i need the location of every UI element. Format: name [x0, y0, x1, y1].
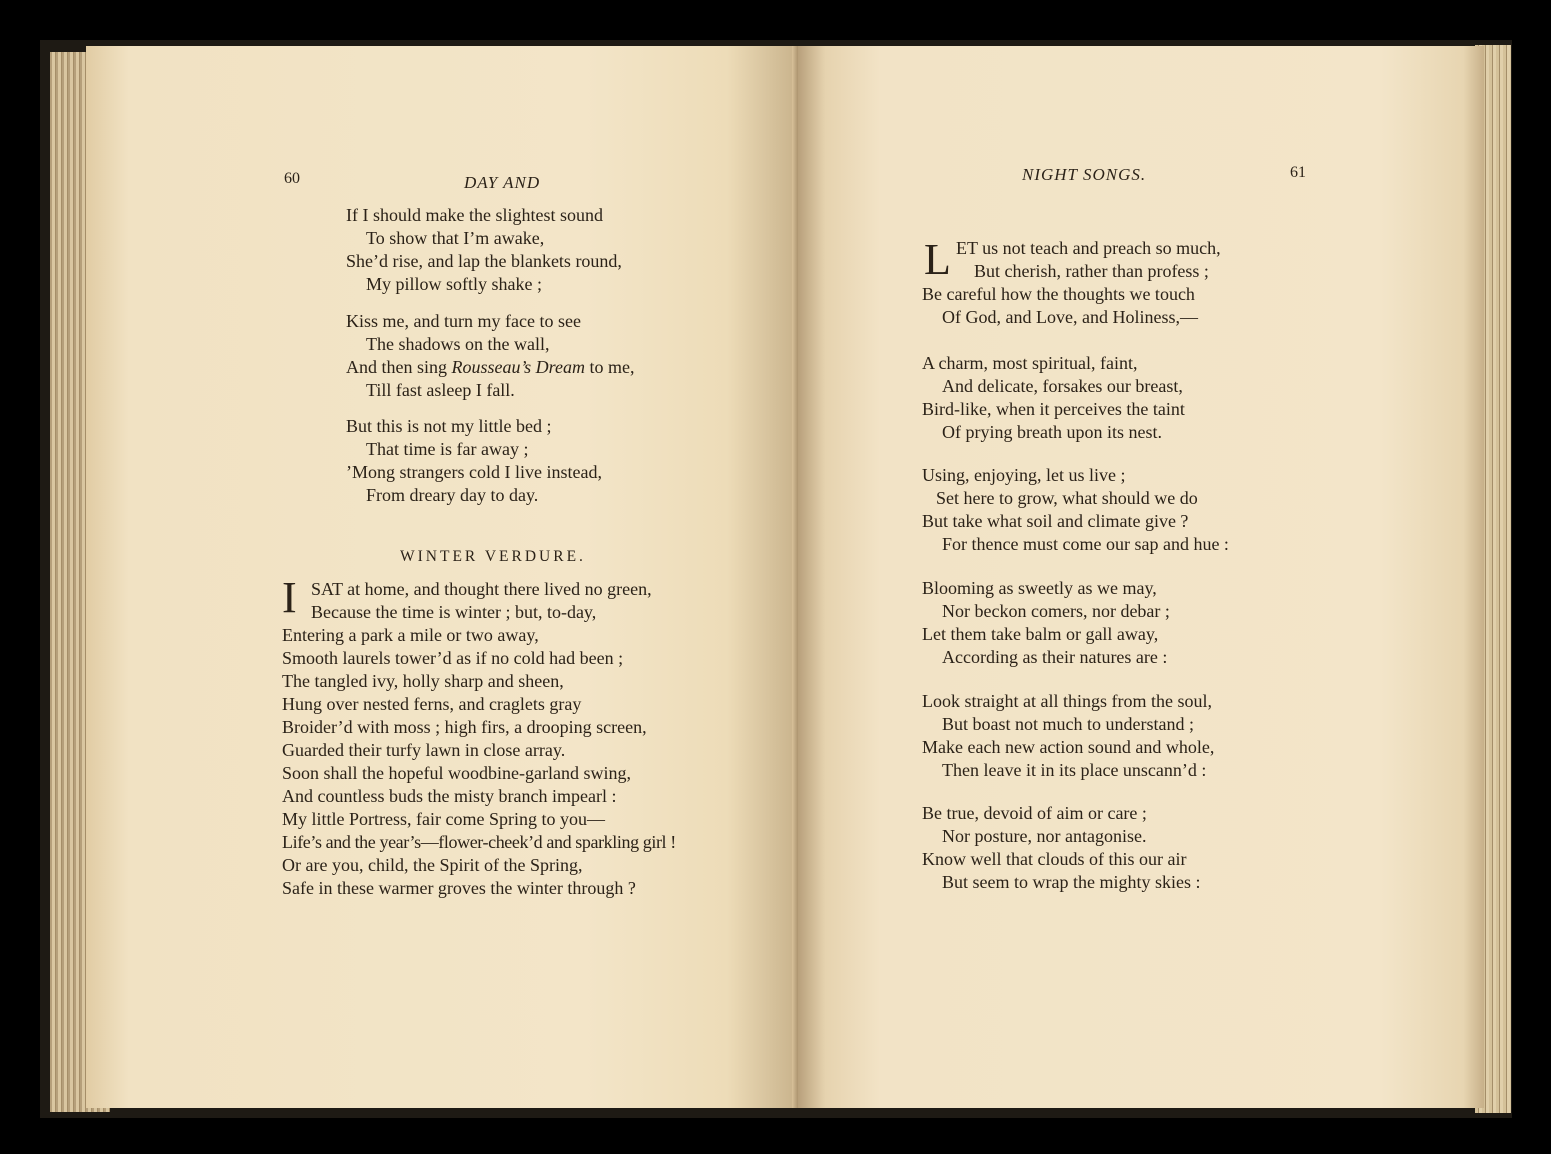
right-page-number: 61 — [1290, 164, 1306, 181]
verse-line: My pillow softly shake ; — [366, 274, 542, 294]
verse-line: Set here to grow, what should we do — [936, 488, 1198, 508]
italic-title: Rousseau’s Dream — [451, 357, 585, 377]
verse-line: Let them take balm or gall away, — [922, 624, 1159, 644]
verse-line: She’d rise, and lap the blankets round, — [346, 251, 622, 271]
verse-line: But take what soil and climate give ? — [922, 511, 1189, 531]
left-stanza-2 — [346, 310, 635, 402]
left-page-number: 60 — [284, 170, 300, 187]
verse-line: Because the time is winter ; but, to-day, — [311, 602, 597, 622]
verse-line: Or are you, child, the Spirit of the Spring, — [282, 855, 583, 875]
verse-line: The tangled ivy, holly sharp and sheen, — [282, 671, 564, 691]
verse-line: That time is far away ; — [366, 439, 529, 459]
right-stanza-4 — [922, 577, 1170, 669]
drop-cap: L — [924, 235, 951, 284]
verse-line: Of prying breath upon its nest. — [942, 422, 1162, 442]
verse-line: Till fast asleep I fall. — [366, 380, 515, 400]
verse-line: Soon shall the hopeful woodbine-garland swing, — [282, 763, 631, 783]
verse-text: to me, — [589, 357, 635, 377]
poem-title: WINTER VERDURE. — [400, 548, 586, 565]
left-running-head: DAY AND — [464, 173, 541, 192]
winter-verdure-poem — [282, 573, 676, 900]
verse-line: The shadows on the wall, — [366, 334, 550, 354]
verse-line: Then leave it in its place unscann’d : — [942, 760, 1207, 780]
verse-line: Look straight at all things from the soul, — [922, 691, 1212, 711]
verse-line: But cherish, rather than profess ; — [974, 261, 1209, 281]
right-stanza-5 — [922, 690, 1214, 782]
verse-line: Entering a park a mile or two away, — [282, 625, 539, 645]
left-stanza-1 — [346, 204, 622, 296]
right-stanza-3 — [922, 464, 1229, 556]
verse-line: Blooming as sweetly as we may, — [922, 578, 1157, 598]
verse-line: A charm, most spiritual, faint, — [922, 353, 1138, 373]
verse-line: ’Mong strangers cold I live instead, — [346, 462, 602, 482]
verse-line: And countless buds the misty branch impearl : — [282, 786, 617, 806]
verse-text: And then sing — [346, 357, 447, 377]
right-running-head: NIGHT SONGS. — [1022, 165, 1147, 184]
verse-line: Kiss me, and turn my face to see — [346, 311, 581, 331]
verse-line: SAT at home, and thought there lived no green, — [311, 579, 652, 599]
right-stanza-2 — [922, 352, 1185, 444]
verse-line: Be true, devoid of aim or care ; — [922, 803, 1147, 823]
verse-line: Using, enjoying, let us live ; — [922, 465, 1126, 485]
right-stanza-1 — [922, 237, 1221, 329]
verse-line: For thence must come our sap and hue : — [942, 534, 1229, 554]
verse-line: Safe in these warmer groves the winter through ? — [282, 878, 636, 898]
verse-line: Life’s and the year’s—flower-cheek’d and sparkling girl ! — [282, 832, 676, 852]
verse-line: But seem to wrap the mighty skies : — [942, 872, 1201, 892]
verse-line: Make each new action sound and whole, — [922, 737, 1215, 757]
verse-line: But boast not much to understand ; — [942, 714, 1194, 734]
right-stanza-6 — [922, 802, 1200, 894]
verse-line: But this is not my little bed ; — [346, 416, 552, 436]
verse-line: Broider’d with moss ; high firs, a drooping screen, — [282, 717, 647, 737]
verse-line: Know well that clouds of this our air — [922, 849, 1187, 869]
verse-line: Of God, and Love, and Holiness,— — [942, 307, 1198, 327]
verse-line — [346, 356, 635, 379]
verse-line: ET us not teach and preach so much, — [956, 238, 1221, 258]
verse-line: My little Portress, fair come Spring to you— — [282, 809, 605, 829]
drop-cap: I — [282, 573, 297, 622]
verse-line: Be careful how the thoughts we touch — [922, 284, 1195, 304]
verse-line: Guarded their turfy lawn in close array. — [282, 740, 566, 760]
verse-line: According as their natures are : — [942, 647, 1168, 667]
verse-line: To show that I’m awake, — [366, 228, 545, 248]
verse-line: From dreary day to day. — [366, 485, 539, 505]
left-stanza-3 — [346, 415, 602, 507]
verse-line: Smooth laurels tower’d as if no cold had been ; — [282, 648, 624, 668]
verse-line: And delicate, forsakes our breast, — [942, 376, 1183, 396]
verse-line: Nor posture, nor antagonise. — [942, 826, 1147, 846]
verse-line: Hung over nested ferns, and craglets gray — [282, 694, 582, 714]
verse-line: Nor beckon comers, nor debar ; — [942, 601, 1170, 621]
verse-line: If I should make the slightest sound — [346, 205, 603, 225]
verse-line: Bird-like, when it perceives the taint — [922, 399, 1185, 419]
